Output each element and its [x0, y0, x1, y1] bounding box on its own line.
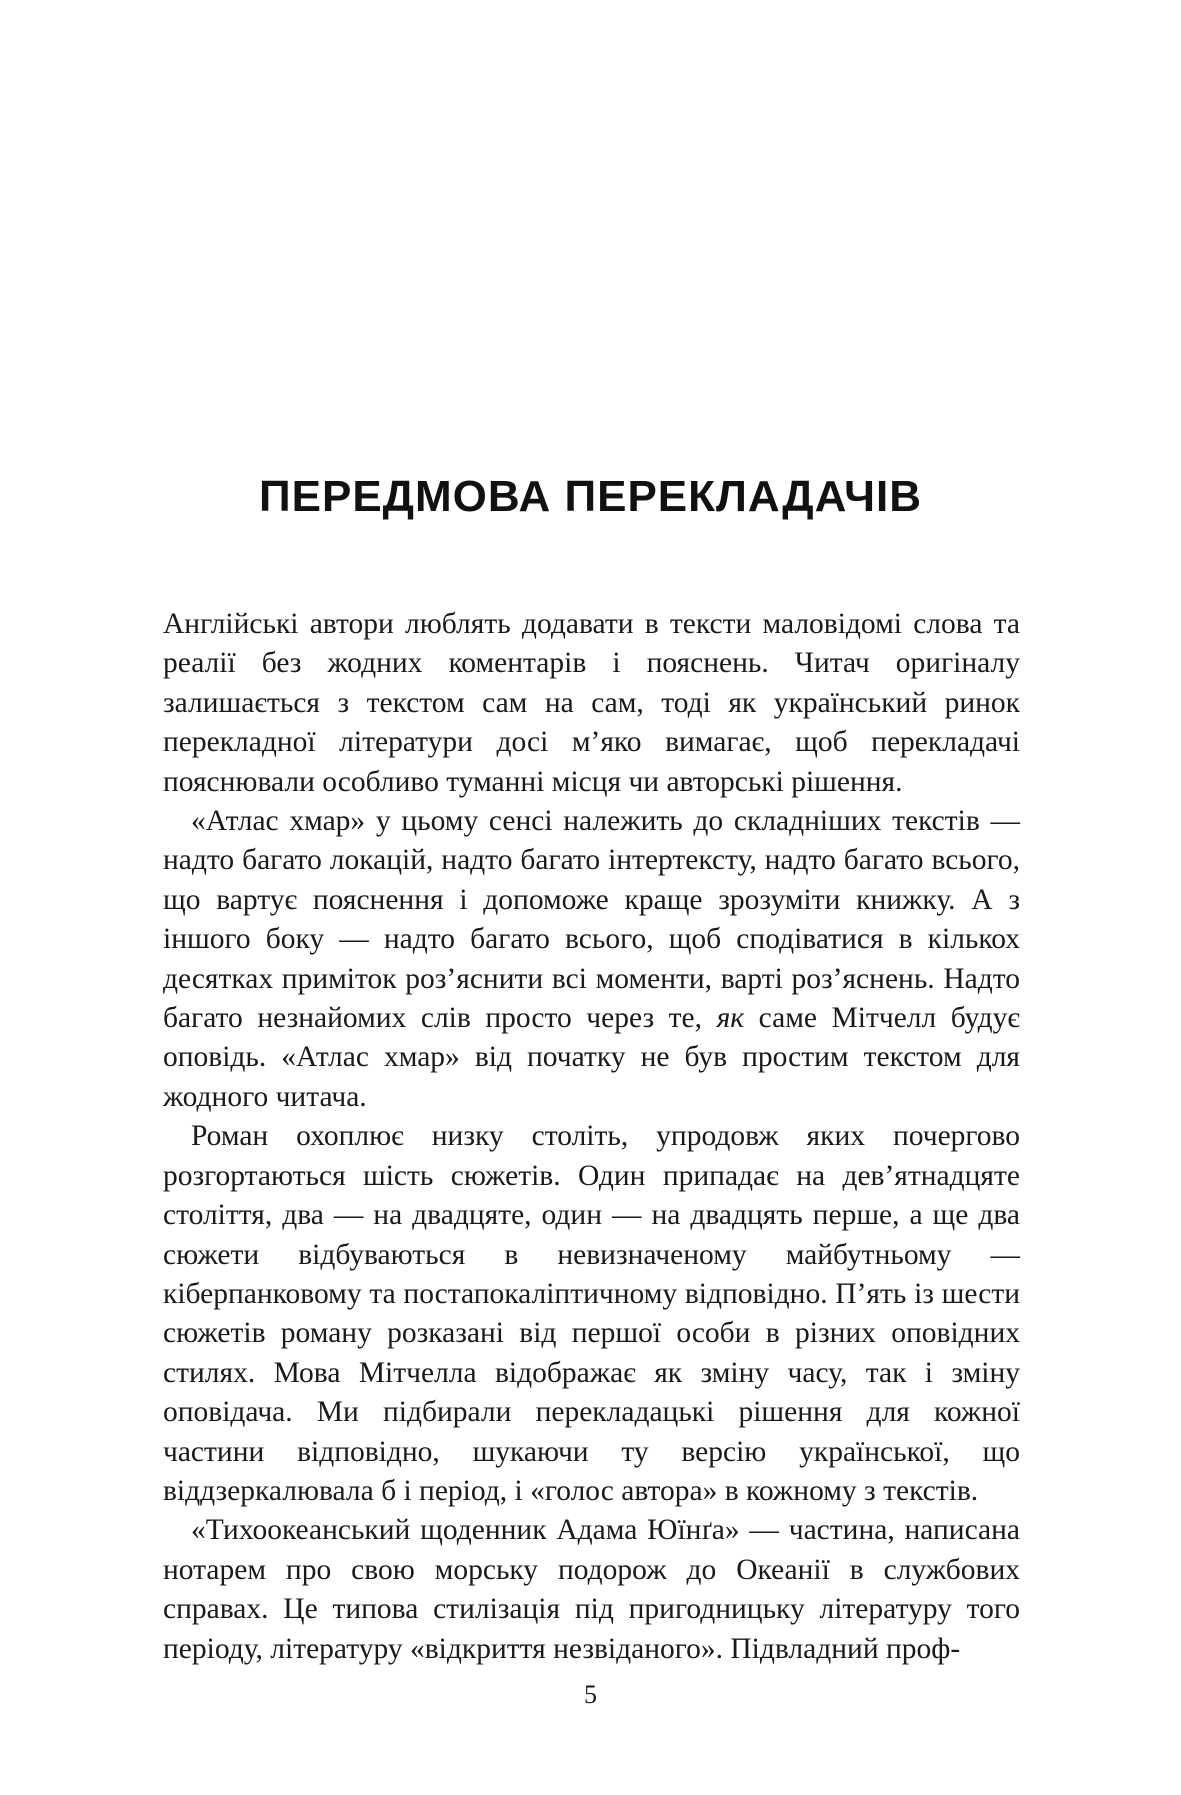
paragraph-2 — [163, 802, 1020, 1117]
paragraph-1 — [163, 605, 1020, 802]
paragraph-3 — [163, 1117, 1020, 1511]
body-text — [163, 605, 1020, 1669]
paragraph-1-text: Англійські автори люблять додавати в тексти маловідомі слова та реалії без жодних коментарів і пояснень. Читач оригіналу залишається з текстом сам на сам, тоді як український ринок перекладної літератури досі м’яко вимагає, щоб перекладачі пояснювали особливо туманні місця чи авторські рішення. — [163, 608, 1020, 798]
page-number: 5 — [584, 1680, 597, 1709]
paragraph-2-text-start: «Атлас хмар» у цьому сенсі належить до складніших текстів — надто багато локацій, надто багато інтертексту, надто багато всього, що вартує пояснення і допоможе краще зрозуміти книжку. А з іншого боку — надто багато всього, щоб сподіватися в кількох десятках приміток роз’яснити всі моменти, варті роз’яснень. Надто багато незнайомих слів просто через те, — [163, 805, 1020, 1035]
paragraph-2-text-end: саме Мітчелл будує оповідь. «Атлас хмар» від початку не був простим текстом для жодного читача. — [163, 1002, 1020, 1113]
paragraph-3-text: Роман охоплює низку століть, упродовж яких почергово розгортаються шість сюжетів. Один припадає на дев’ятнадцяте століття, два — на двадцяте, один — на двадцять перше, а ще два сюжети відбуваються в невизначеному майбутньому — кіберпанковому та постапокаліптичному відповідно. П’ять із шести сюжетів роману розказані від першої особи в різних оповідних стилях. Мова Мітчелла відображає як зміну часу, так і зміну оповідача. Ми підбирали перекладацькі рішення для кожної частини відповідно, шукаючи ту версію української, що віддзеркалювала б і період, і «голос автора» в кожному з текстів. — [163, 1120, 1020, 1507]
paragraph-4 — [163, 1511, 1020, 1669]
paragraph-2-emphasis: як — [716, 1002, 745, 1035]
chapter-title: ПЕРЕДМОВА ПЕРЕКЛАДАЧІВ — [259, 472, 922, 521]
paragraph-4-text: «Тихоокеанський щоденник Адама Юїнґа» — частина, написана нотарем про свою морську подорож до Океанії в службових справах. Це типова стилізація під пригодницьку літературу того періоду, літературу «відкриття незвіданого». Підвладний проф- — [163, 1514, 1020, 1665]
